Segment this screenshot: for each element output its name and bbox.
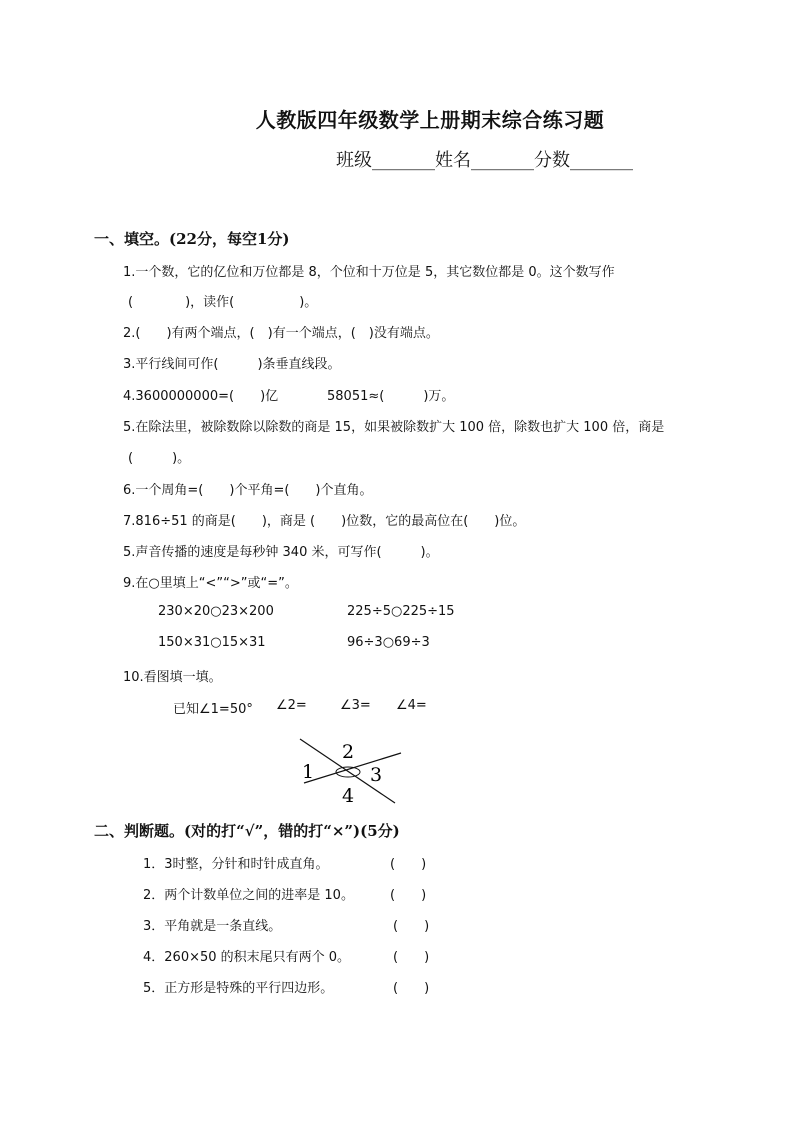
question-7: 7.816÷51 的商是( )，商是 ( )位数，它的最高位在( )位。 (123, 514, 526, 529)
answer-blank: ( ) (393, 950, 430, 965)
comparison-item: 150×31○15×31 (158, 635, 266, 650)
question-2: 2.( )有两个端点，( )有一个端点，( )没有端点。 (123, 326, 439, 341)
question-1-line-2: ( )，读作( )。 (128, 295, 318, 310)
question-1-line-1: 1.一个数，它的亿位和万位都是 8，个位和十万位是 5，其它数位都是 0。这个数写作 (123, 265, 615, 280)
question-3: 3.平行线间可作( )条垂直线段。 (123, 357, 341, 372)
student-info-line: 班级_______姓名_______分数_______ (336, 150, 633, 171)
true-false-item: 3．平角就是一条直线。 (143, 919, 282, 934)
section-2-heading: 二、判断题。(对的打“√”，错的打“×”)(5分) (94, 822, 400, 840)
comparison-item: 225÷5○225÷15 (347, 604, 455, 619)
angle-label-1: 1 (302, 761, 315, 783)
answer-blank: ( ) (390, 857, 427, 872)
comparison-item: 96÷3○69÷3 (347, 635, 430, 650)
comparison-item: 230×20○23×200 (158, 604, 274, 619)
angle-label-3: 3 (370, 764, 383, 786)
question-8: 5.声音传播的速度是每秒钟 340 米，可写作( )。 (123, 545, 439, 560)
angle-label-4: 4 (342, 785, 355, 807)
answer-blank: ( ) (393, 919, 430, 934)
question-10-angle-4: ∠4= (396, 698, 427, 713)
question-5-line-1: 5.在除法里，被除数除以除数的商是 15，如果被除数扩大 100 倍，除数也扩大 100 倍，商是 (123, 420, 665, 435)
true-false-item: 1．3时整，分针和时针成直角。 (143, 857, 329, 872)
question-5-line-2: ( )。 (128, 451, 191, 466)
angle-label-2: 2 (342, 741, 355, 763)
question-10: 10.看图填一填。 (123, 670, 222, 685)
question-6: 6.一个周角=( )个平角=( )个直角。 (123, 483, 373, 498)
true-false-item: 5．正方形是特殊的平行四边形。 (143, 981, 334, 996)
question-9: 9.在○里填上“<”“>”或“=”。 (123, 576, 298, 591)
true-false-item: 4．260×50 的积末尾只有两个 0。 (143, 950, 351, 965)
intersecting-lines-figure (290, 733, 410, 808)
true-false-item: 2．两个计数单位之间的进率是 10。 (143, 888, 354, 903)
question-10-given: 已知∠1=50° (173, 702, 253, 717)
question-4-part-a: 4.3600000000=( )亿 (123, 389, 279, 404)
question-10-angle-2: ∠2= (276, 698, 307, 713)
section-1-heading: 一、填空。(22分，每空1分) (94, 230, 290, 248)
question-4-part-b: 58051≈( )万。 (327, 389, 455, 404)
answer-blank: ( ) (393, 981, 430, 996)
answer-blank: ( ) (390, 888, 427, 903)
question-10-angle-3: ∠3= (340, 698, 371, 713)
page-title: 人教版四年级数学上册期末综合练习题 (255, 108, 605, 132)
